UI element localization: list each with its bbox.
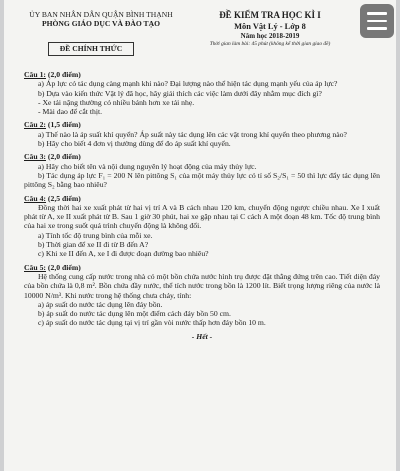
question-line: b) Tác dụng áp lực F₁ = 200 N lên pittông S₁ của một máy thủy lực có tỉ số S₂/S₁ = 50 thì lực đẩy tác dụng lên pittông S₂ bằng bao nhiêu? [24,170,380,190]
question-line: Hệ thống cung cấp nước trong nhà có một bồn chứa nước hình trụ được đặt thẳng đứng trên cao. Tiết diện đáy của bồn chứa là 0,8 m². Bồn chứa đầy nước, thể tích nước trong bồn là 1200 lít. Biết trọng lượng riêng của nước là 10000 N/m³. Khi nước trong hệ thống chưa chảy, tính: [24,271,380,300]
question-line: b) Hãy cho biết 4 đơn vị thường dùng để đo áp suất khí quyển. [38,139,231,149]
org-line-1: ỦY BAN NHÂN DÂN QUẬN BÌNH THẠNH [29,10,173,19]
question-line: b) Dựa vào kiến thức Vật lý đã học, hãy giải thích các việc làm dưới đây nhằm mục đích gì? [38,88,322,98]
header-organization [26,10,176,28]
question-title [24,120,380,129]
question-number: Câu 5: [24,262,46,272]
question-points: (2,5 điểm) [47,193,81,203]
hamburger-menu-icon[interactable] [360,4,394,38]
question-title [24,194,380,203]
question-points: (1,5 điểm) [47,120,81,130]
question-line: a) áp suất do nước tác dụng lên đáy bồn. [38,299,163,309]
header-exam-info [200,10,340,48]
question-line: c) áp suất do nước tác dụng tại vị trí gần vòi nước thấp hơn đáy bồn 10 m. [38,318,266,328]
school-year: Năm học 2018-2019 [240,32,300,40]
question-line: a) Tính tốc độ trung bình của mỗi xe. [38,230,153,240]
menu-bar [367,20,387,22]
question-points: (2,0 điểm) [47,262,81,272]
official-label: ĐỀ CHÍNH THỨC [48,42,134,56]
question-number: Câu 2: [24,120,46,130]
question-line: - Mài dao để cắt thịt. [38,107,103,117]
question-title [24,152,380,161]
question-line: a) Hãy cho biết tên và nội dung nguyên lý hoạt động của máy thủy lực. [38,161,257,171]
question-line: Đồng thời hai xe xuất phát từ hai vị trí A và B cách nhau 120 km, chuyển động ngược chiều nhau. Xe I xuất phát từ A, xe II xuất phát từ B. Sau 1 giờ 30 phút, hai xe gặp nhau tại C cách A một đoạn 48 km. Tốc độ trung bình của hai xe trong suốt quá trình chuyển động là không đổi. [24,202,380,231]
question-points: (2,0 điểm) [47,152,81,162]
question-line: c) Khi xe II đến A, xe I đi được đoạn đường bao nhiêu? [38,249,209,259]
question-line: - Xe tải nặng thường có nhiều bánh hơn xe tải nhẹ. [38,97,195,107]
menu-bar [367,27,387,29]
end-mark: - Hết - [191,331,213,341]
questions-body [24,66,380,341]
exam-paper [4,0,396,471]
question-line: b) Thời gian để xe II đi từ B đến A? [38,240,149,250]
exam-title: ĐỀ KIỂM TRA HỌC KÌ I [219,10,321,20]
question-points: (2,0 điểm) [47,70,81,79]
question-line: a) Thế nào là áp suất khí quyển? Áp suất này tác dụng lên các vật trong khí quyển theo phương nào? [38,129,347,139]
menu-bar [367,12,387,14]
question-number: Câu 1: [24,70,46,79]
question-title [24,70,380,79]
question-line: a) Áp lực có tác dụng càng mạnh khi nào? Đại lượng nào thể hiện tác dụng mạnh yếu của áp lực? [38,79,338,89]
time-note: Thời gian làm bài: 45 phút (không kể thời gian giao đề) [209,41,331,47]
exam-subject: Môn Vật Lý - Lớp 8 [234,22,306,31]
question-title [24,263,380,272]
org-line-2: PHÒNG GIÁO DỤC VÀ ĐÀO TẠO [41,19,161,28]
question-number: Câu 3: [24,152,46,162]
question-number: Câu 4: [24,193,46,203]
question-line: b) áp suất do nước tác dụng lên một điểm cách đáy bồn 50 cm. [38,309,231,319]
